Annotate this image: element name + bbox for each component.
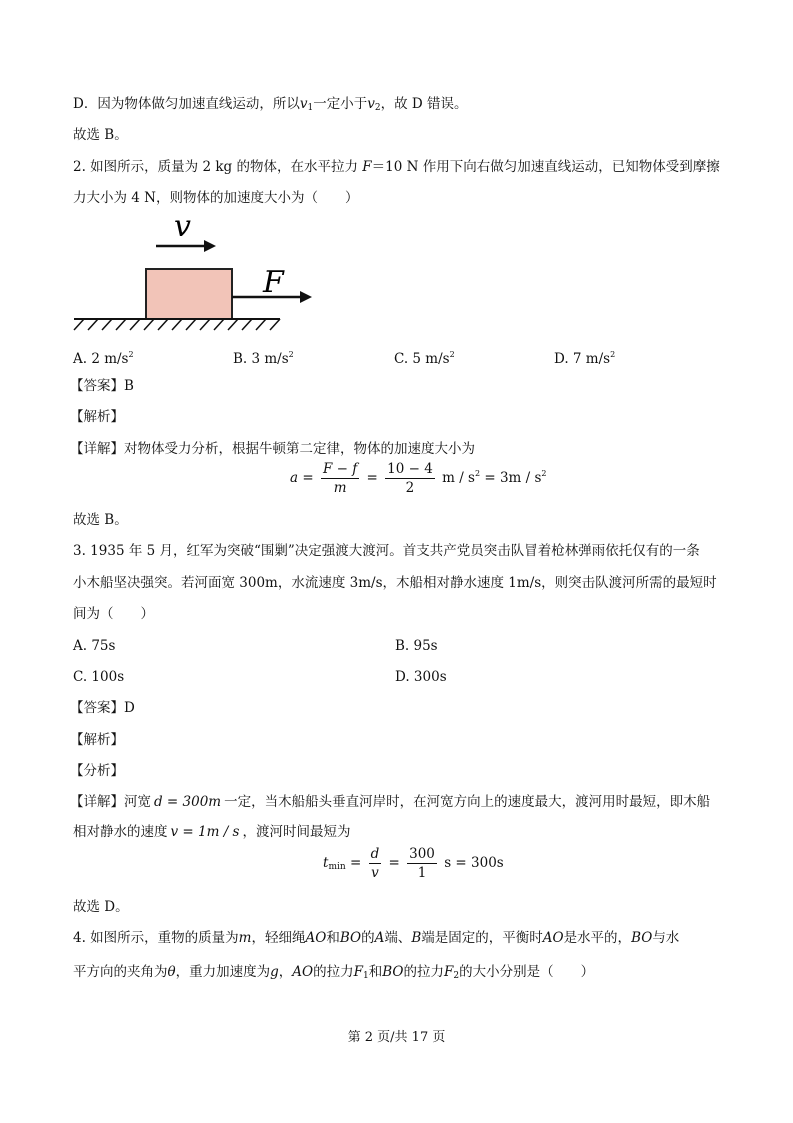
- q3-analysis-tag: 【解析】: [70, 732, 124, 748]
- page-footer: 第 2 页/共 17 页: [347, 1030, 446, 1045]
- q2-formula: a = $\frac{F - f}{m}$ = $\frac{10 - 4}{2}$ $m / s^2 = 3m / s^2$: [290, 461, 547, 496]
- q4-stem-line1: 4. 如图所示，重物的质量为m，轻细绳AO和BO的A端、B端是固定的，平衡时AO是水平的，BO与水: [73, 930, 680, 946]
- q2-answer: 【答案】B: [70, 378, 134, 394]
- q3-stem-line2: 小木船坚决强突。若河面宽 300m，水流速度 3m/s，木船相对静水速度 1m/s，则突击队渡河所需的最短时: [73, 575, 717, 591]
- q2-stem-line1: 2. 如图所示，质量为 2 kg 的物体，在水平拉力 F＝10 N 作用下向右做匀加速直线运动，已知物体受到摩擦: [73, 159, 720, 175]
- q3-choice: 故选 D。: [73, 899, 129, 915]
- q3-detail-line1: 【详解】河宽 d = 300m 一定，当木船船头垂直河岸时，在河宽方向上的速度最大，渡河用时最短，即木船: [70, 794, 711, 810]
- q3-option-c[interactable]: C. 100s: [73, 669, 125, 685]
- q2-option-a[interactable]: A. 2 $m/s^2$: [73, 350, 134, 367]
- q3-stem-line1: 3. 1935 年 5 月，红军为突破“围剿”决定强渡大渡河。首支共产党员突击队冒着枪林弹雨依托仅有的一条: [73, 543, 700, 559]
- q3-fenxi-tag: 【分析】: [70, 763, 124, 779]
- force-label: F: [263, 265, 284, 300]
- q3-answer: 【答案】D: [70, 700, 135, 716]
- q1-choice: 故选 B。: [73, 127, 128, 143]
- q1-option-d-explanation: D．因为物体做匀加速直线运动，所以$v_1$一定小于$v_2$，故 D 错误。: [73, 96, 468, 113]
- river-width-expr: d = 300m: [154, 794, 222, 810]
- q2-figure: [70, 208, 330, 338]
- q3-option-d[interactable]: D. 300s: [395, 669, 447, 685]
- q2-frac1: $\frac{F - f}{m}$: [322, 461, 358, 496]
- q2-option-c[interactable]: C. 5 $m/s^2$: [394, 350, 455, 367]
- force-arrowhead: [300, 291, 312, 303]
- q3-option-a[interactable]: A. 75s: [73, 638, 116, 654]
- velocity-arrowhead: [204, 240, 216, 252]
- q3-formula: $t_{min}$ = $\frac{d}{v}$ = $\frac{300}{1}$ s = 300s: [323, 846, 504, 881]
- q2-choice: 故选 B。: [73, 512, 128, 528]
- boat-speed-expr: v = 1m / s: [170, 824, 240, 840]
- v1-symbol: v: [299, 96, 308, 112]
- q2-option-d[interactable]: D. 7 $m/s^2$: [554, 350, 616, 367]
- q2-stem-line2: 力大小为 4 N，则物体的加速度大小为（ ）: [73, 190, 359, 206]
- ground-hatching: [74, 319, 280, 330]
- q3-detail-line2: 相对静水的速度 v = 1m / s ，渡河时间最短为: [73, 824, 351, 840]
- q2-option-b[interactable]: B. 3 $m/s^2$: [233, 350, 294, 367]
- q2-frac2: $\frac{10 - 4}{2}$: [387, 461, 433, 496]
- q3-stem-line3: 间为（ ）: [73, 606, 154, 622]
- q2-detail: 【详解】对物体受力分析，根据牛顿第二定律，物体的加速度大小为: [70, 441, 475, 457]
- block: [146, 269, 232, 319]
- q2-analysis-tag: 【解析】: [70, 409, 124, 425]
- q4-stem-line2: 平方向的夹角为θ，重力加速度为g，AO的拉力$F_1$和BO的拉力$F_2$的大小分别是（ ）: [73, 964, 595, 981]
- q3-frac2: $\frac{300}{1}$: [409, 846, 435, 881]
- q3-frac1: $\frac{d}{v}$: [370, 846, 380, 881]
- q3-option-b[interactable]: B. 95s: [395, 638, 438, 654]
- velocity-label: v: [174, 209, 191, 244]
- v2-symbol: v: [367, 96, 375, 112]
